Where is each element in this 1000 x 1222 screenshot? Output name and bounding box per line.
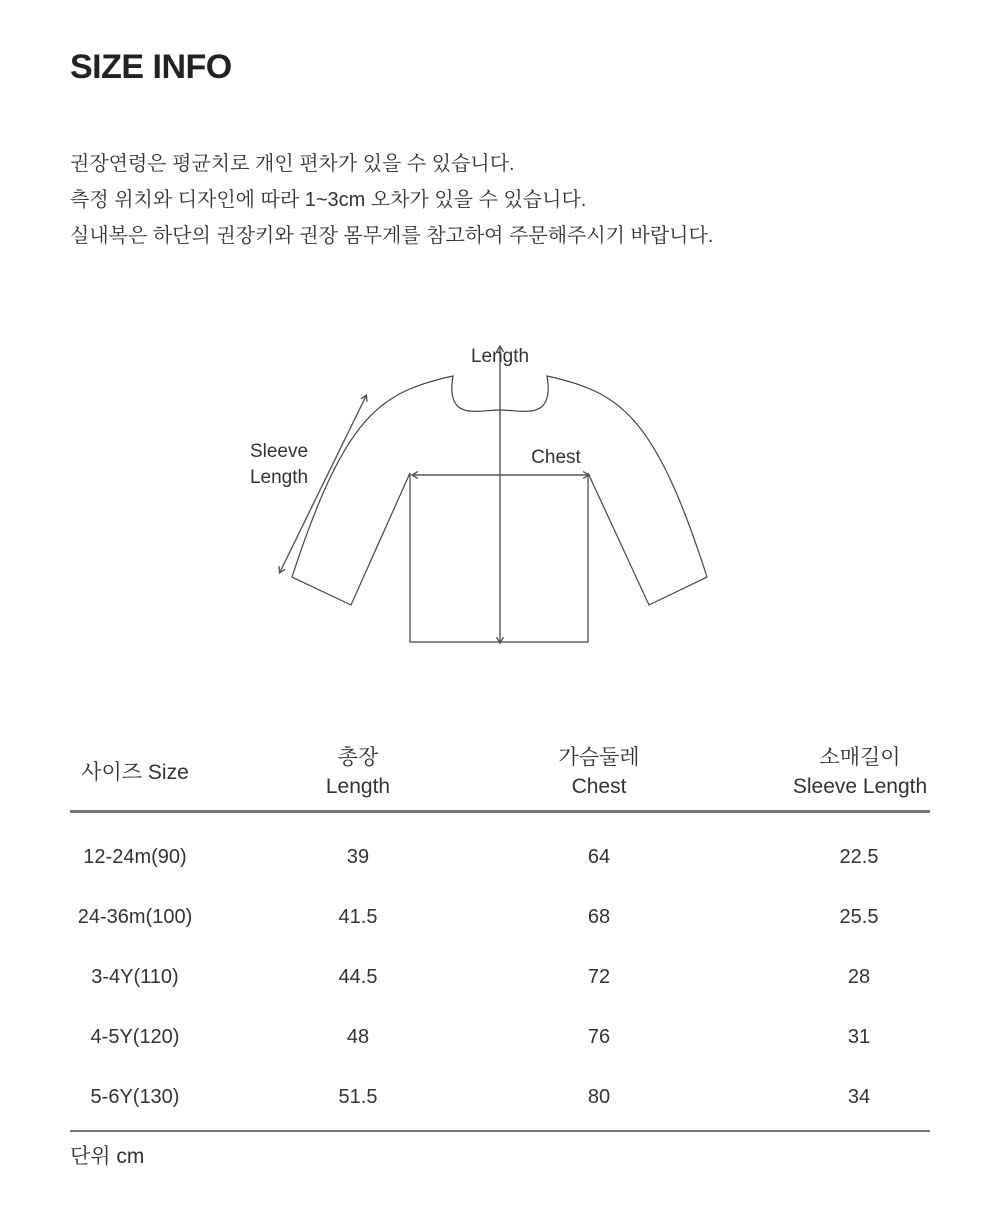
table-header — [70, 734, 930, 813]
garment-diagram — [0, 330, 1000, 670]
cell-chest: 72 — [587, 966, 611, 988]
header-size-label: 사이즈 Size — [81, 760, 189, 784]
cell-sleeve: 22.5 — [839, 846, 879, 868]
cell-sleeve: 34 — [847, 1086, 871, 1108]
table-row — [70, 887, 930, 947]
header-chest — [529, 734, 669, 810]
header-sleeve — [760, 734, 960, 810]
top-garment-svg — [0, 330, 1000, 670]
cell-chest: 64 — [587, 846, 611, 868]
unit-note: 단위 cm — [70, 1145, 145, 1168]
cell-size: 4-5Y(120) — [90, 1026, 180, 1048]
note-line: 권장연령은 평균치로 개인 편차가 있을 수 있습니다. — [70, 153, 515, 175]
cell-length: 41.5 — [338, 906, 378, 928]
cell-chest: 80 — [587, 1086, 611, 1108]
header-length-ko: 총장 — [337, 746, 379, 769]
table-row — [70, 947, 930, 1007]
header-length — [288, 734, 428, 810]
cell-sleeve: 31 — [847, 1026, 871, 1048]
cell-length: 44.5 — [338, 966, 378, 988]
cell-sleeve: 25.5 — [839, 906, 879, 928]
cell-chest: 68 — [587, 906, 611, 928]
length-label: Length — [470, 346, 530, 367]
table-bottom-rule — [70, 1130, 930, 1132]
header-chest-en: Chest — [571, 775, 627, 798]
cell-length: 48 — [346, 1026, 370, 1048]
cell-length: 39 — [346, 846, 370, 868]
header-length-en: Length — [325, 775, 391, 798]
cell-chest: 76 — [587, 1026, 611, 1048]
sleeve-label-line2: Length — [249, 467, 309, 488]
cell-size: 24-36m(100) — [77, 906, 193, 928]
notes — [70, 146, 713, 254]
page-title: SIZE INFO — [70, 48, 232, 86]
table-body — [70, 827, 930, 1127]
cell-size: 5-6Y(130) — [90, 1086, 180, 1108]
header-size — [70, 734, 200, 810]
cell-sleeve: 28 — [847, 966, 871, 988]
cell-length: 51.5 — [338, 1086, 378, 1108]
table-row — [70, 1007, 930, 1067]
sleeve-label-line1: Sleeve — [249, 441, 309, 462]
header-chest-ko: 가슴둘레 — [558, 746, 640, 769]
table-row — [70, 1067, 930, 1127]
note-line: 실내복은 하단의 권장키와 권장 몸무게를 참고하여 주문해주시기 바랍니다. — [70, 225, 714, 247]
cell-size: 12-24m(90) — [83, 846, 187, 868]
note-line: 측정 위치와 디자인에 따라 1~3cm 오차가 있을 수 있습니다. — [70, 189, 587, 211]
cell-size: 3-4Y(110) — [91, 966, 179, 988]
chest-label: Chest — [531, 447, 581, 468]
header-sleeve-ko: 소매길이 — [819, 746, 901, 769]
table-row — [70, 827, 930, 887]
header-sleeve-en: Sleeve Length — [792, 775, 928, 798]
size-table — [70, 734, 930, 1132]
